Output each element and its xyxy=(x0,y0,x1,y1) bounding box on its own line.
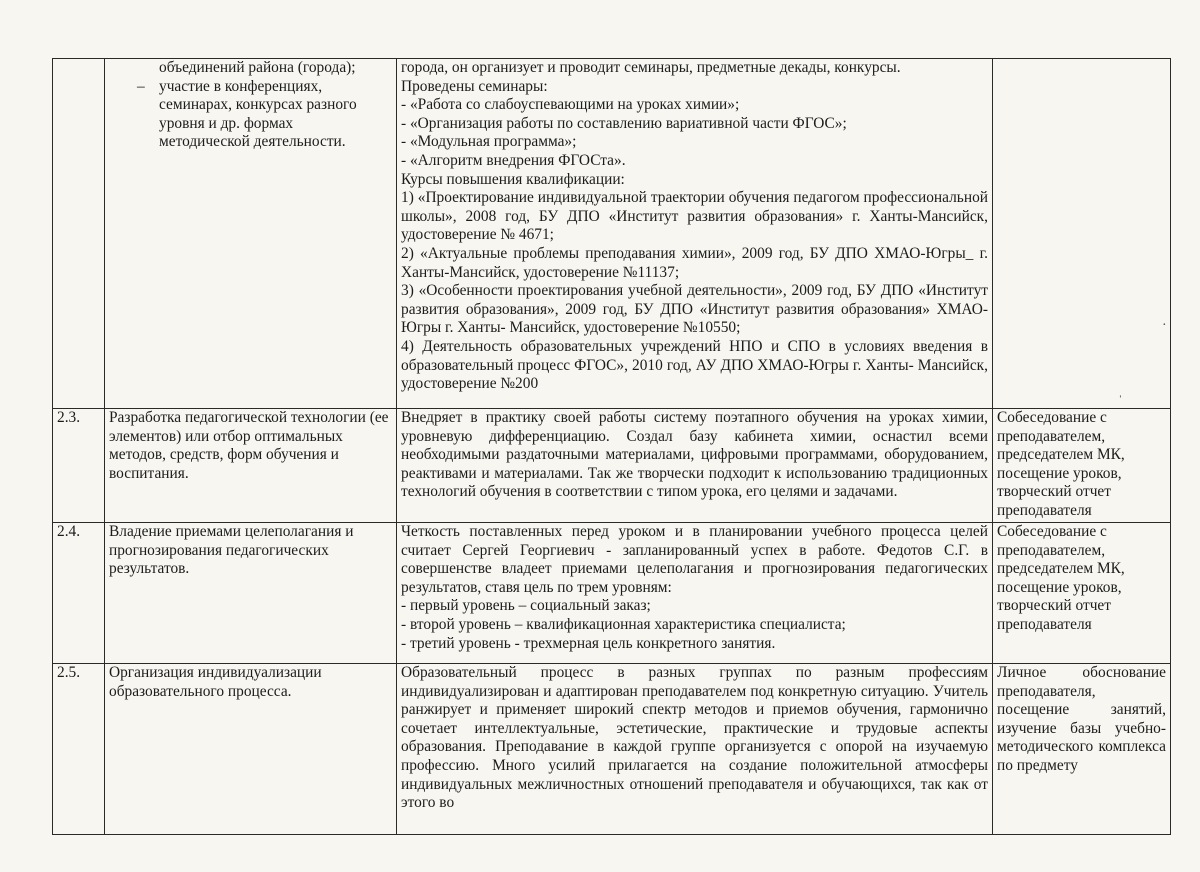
dash-bullet: – xyxy=(137,77,145,95)
description-paragraph: 4) Деятельность образовательных учреждений НПО и СПО в условиях введения в образовательный процесс ФГОС», 2010 год, АУ ДПО ХМАО-Югры г. Ханты- Мансийск, удостоверение №200 xyxy=(401,337,988,393)
table-row xyxy=(53,664,1171,835)
criterion-text: объединений района (города); xyxy=(159,59,356,76)
confirmation-cell xyxy=(993,59,1171,409)
table-row xyxy=(53,59,1171,409)
confirmation-cell: Собеседование с преподавателем, председателем МК, посещение уроков, творческий отчет преподавателя xyxy=(993,523,1171,664)
description-cell: Внедряет в практику своей работы систему поэтапного обучения на уроках химии, уровневую дифференциацию. Создал базу кабинета химии, оснастил всеми необходимыми раздаточными материалами, цифровыми программами, оборудованием, реактивами и материалами. Так же творчески подходит к использованию традиционных технологий обучения в соответствии с типом урока, его целями и задачами. xyxy=(397,409,993,523)
criterion-line: уровня и др. формах xyxy=(159,114,294,132)
description-paragraph: - «Работа со слабоуспевающими на уроках химии»; xyxy=(401,96,740,114)
row-number: 2.3. xyxy=(53,409,105,523)
description-paragraph: - первый уровень – социальный заказ; xyxy=(401,597,651,615)
description-cell xyxy=(397,59,993,409)
scan-speck: ˈ xyxy=(1118,394,1123,409)
criterion-cell xyxy=(105,59,397,409)
criterion-list-item xyxy=(109,78,392,152)
description-paragraph: 1) «Проектирование индивидуальной траектории обучения педагогом профессиональной школы», 2008 год, БУ ДПО «Институт развития образования» г. Ханты-Мансийск, удостоверение № 4671; xyxy=(401,189,988,244)
description-paragraph: 2) «Актуальные проблемы преподавания химии», 2009 год, БУ ДПО ХМАО-Югры_ г. Ханты-Мансийск, удостоверение №11137; xyxy=(401,244,988,281)
description-paragraph: - второй уровень – квалификационная характеристика специалиста; xyxy=(401,615,846,633)
description-paragraph: - «Алгоритм внедрения ФГОСта». xyxy=(401,151,626,169)
criterion-line: участие в конференциях, xyxy=(159,77,323,95)
row-number: 2.4. xyxy=(53,523,105,664)
criterion-line: методической деятельности. xyxy=(159,133,346,151)
description-paragraph: города, он организует и проводит семинары, предметные декады, конкурсы. xyxy=(401,59,901,76)
description-paragraph: Четкость поставленных перед уроком и в планировании учебного процесса целей считает Сергей Георгиевич - запланированный успех в работе. Федотов С.Г. в совершенстве владеет приемами целеполагания и прогнозирования педагогических результатов, ставя цель по трем уровням: xyxy=(401,523,988,596)
scan-speck: · xyxy=(1162,318,1167,333)
description-paragraph: 3) «Особенности проектирования учебной деятельности», 2009 год, БУ ДПО «Институт развития образования», 2009 год, БУ ДПО «Институт развития образования» ХМАО-Югры г. Ханты- Мансийск, удостоверение №10550; xyxy=(401,282,988,337)
criterion-cell: Владение приемами целеполагания и прогнозирования педагогических результатов. xyxy=(105,523,397,664)
description-cell xyxy=(397,523,993,664)
row-number: 2.5. xyxy=(53,664,105,835)
criterion-cell: Разработка педагогической технологии (ее элементов) или отбор оптимальных методов, средств, форм обучения и воспитания. xyxy=(105,409,397,523)
table-row xyxy=(53,523,1171,664)
description-cell: Образовательный процесс в разных группах по разным профессиям индивидуализирован и адаптирован преподавателем под конкретную ситуацию. Учитель ранжирует и применяет широкий спектр методов и приемов обучения, гармонично сочетает интеллектуальные, эстетические, практические и трудовые аспекты образования. Преподавание в каждой группе организуется с опорой на изучаемую профессию. Много усилий прилагается на создание положительной атмосферы индивидуальных межличностных отношений преподавателя и обучающихся, так как от этого во xyxy=(397,664,993,835)
confirmation-cell: Собеседование с преподавателем, председателем МК, посещение уроков, творческий отчет преподавателя xyxy=(993,409,1171,523)
description-paragraph: - «Модульная программа»; xyxy=(401,133,577,151)
criterion-cell: Организация индивидуализации образовательного процесса. xyxy=(105,664,397,835)
confirmation-cell: Личное обоснование преподавателя, посещение занятий, изучение базы учебно-методического комплекса по предмету xyxy=(993,664,1171,835)
table-row xyxy=(53,409,1171,523)
description-paragraph: Курсы повышения квалификации: xyxy=(401,170,625,188)
description-paragraph: Проведены семинары: xyxy=(401,77,548,95)
criterion-line: семинарах, конкурсах разного xyxy=(159,96,357,114)
description-paragraph: - третий уровень - трехмерная цель конкретного занятия. xyxy=(401,634,776,652)
evaluation-table xyxy=(52,58,1171,835)
description-paragraph: - «Организация работы по составлению вариативной части ФГОС»; xyxy=(401,114,847,132)
row-number xyxy=(53,59,105,409)
